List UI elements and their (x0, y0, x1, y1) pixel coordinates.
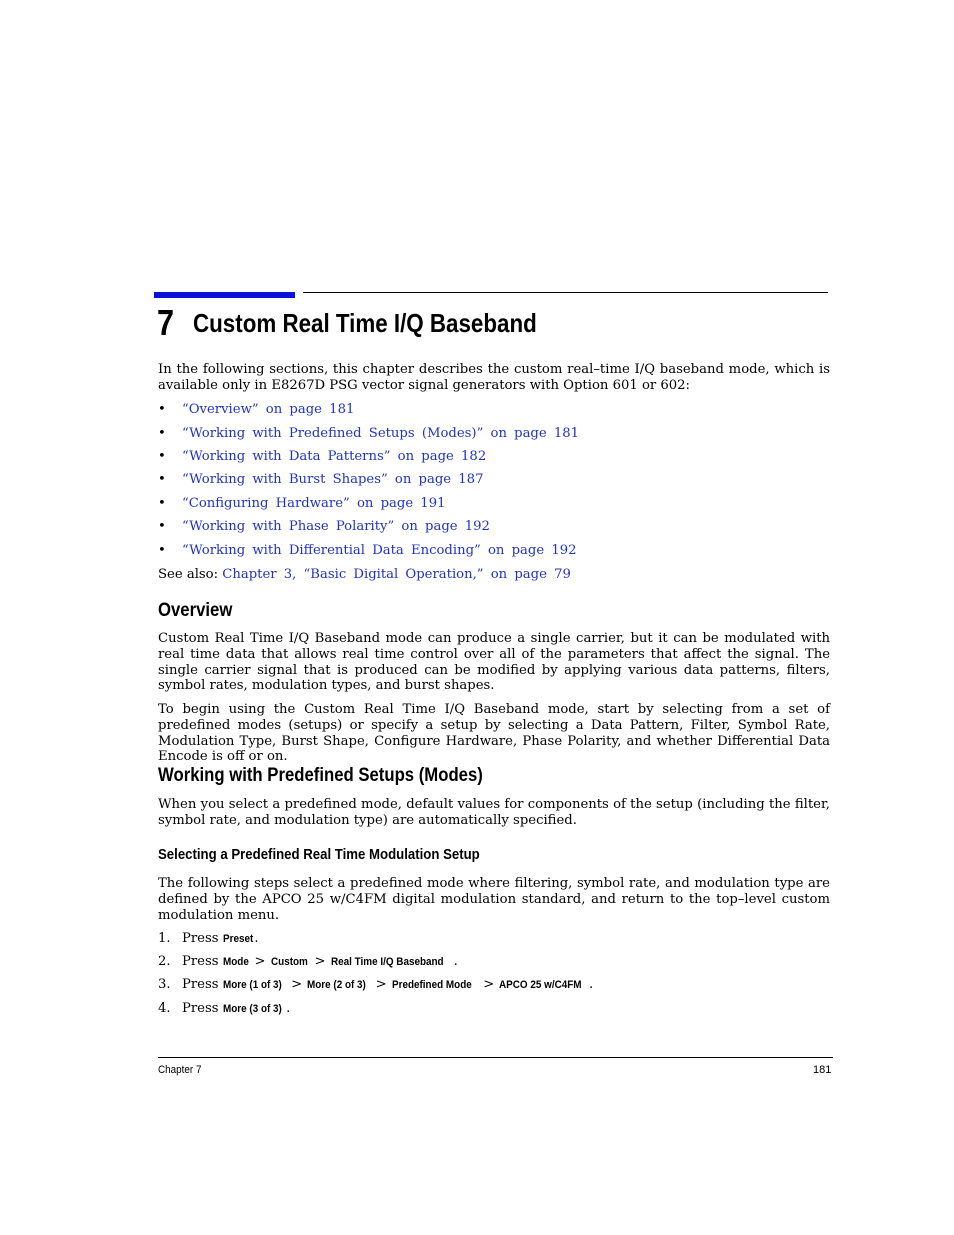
step-number: 3. (158, 977, 171, 992)
bullet-icon: • (158, 402, 166, 417)
footer-chapter: Chapter 7 (158, 1064, 202, 1076)
toc-link-phase-polarity[interactable]: “Working with Phase Polarity” on page 192 (182, 519, 490, 534)
bullet-icon: • (158, 496, 166, 511)
step-press-label: Press (182, 931, 223, 946)
softkey-label: APCO 25 w/C4FM (499, 979, 582, 991)
overview-paragraph-2: To begin using the Custom Real Time I/Q Baseband mode, start by selecting from a set of predefined modes (setups) or specify a setup by selecting a Data Pattern, Filter, Symbol Rate, Modulation Type, Burst Shape, Configure Hardware, Phase Polarity, and whether Differential Data Encode is off or on. (158, 702, 830, 765)
step-text (182, 977, 593, 993)
menu-separator: > (483, 977, 495, 992)
step-number: 1. (158, 931, 171, 946)
menu-separator: > (254, 954, 266, 969)
toc-link-differential-encoding[interactable]: “Working with Differential Data Encoding” on page 192 (182, 543, 577, 558)
step-press-label: Press (182, 1001, 223, 1016)
bullet-icon: • (158, 426, 166, 441)
bullet-icon: • (158, 519, 166, 534)
softkey-label: Custom (270, 956, 308, 968)
toc-link-predefined-setups[interactable]: “Working with Predefined Setups (Modes)” on page 181 (182, 426, 580, 441)
toc-link-data-patterns[interactable]: “Working with Data Patterns” on page 182 (182, 449, 487, 464)
step-text (182, 1001, 290, 1017)
step-text (182, 954, 458, 970)
softkey-label: More (2 of 3) (307, 979, 367, 991)
menu-separator: > (291, 977, 303, 992)
step-press-label: Press (182, 977, 223, 992)
toc-link-overview[interactable]: “Overview” on page 181 (182, 402, 355, 417)
bullet-icon: • (158, 449, 166, 464)
toc-link-burst-shapes[interactable]: “Working with Burst Shapes” on page 187 (182, 472, 484, 487)
predefined-subparagraph: The following steps select a predefined mode where filtering, symbol rate, and modulation type are defined by the APCO 25 w/C4FM digital modulation standard, and return to the top–level custom modulation menu. (158, 876, 830, 923)
see-also-link[interactable]: Chapter 3, “Basic Digital Operation,” on page 79 (222, 567, 571, 582)
overview-heading: Overview (158, 600, 233, 621)
predefined-subheading: Selecting a Predefined Real Time Modulation Setup (158, 846, 480, 863)
step-number: 2. (158, 954, 171, 969)
softkey-label: Real Time I/Q Baseband (330, 956, 444, 968)
bullet-icon: • (158, 472, 166, 487)
intro-paragraph: In the following sections, this chapter describes the custom real–time I/Q baseband mode, which is available only in E8267D PSG vector signal generators with Option 601 or 602: (158, 362, 830, 393)
chapter-title: Custom Real Time I/Q Baseband (193, 308, 537, 338)
softkey-label: Preset (222, 933, 253, 945)
predefined-heading: Working with Predefined Setups (Modes) (158, 765, 483, 786)
see-also-label: See also: (158, 567, 219, 582)
overview-paragraph-1: Custom Real Time I/Q Baseband mode can produce a single carrier, but it can be modulated with real time data that allows real time control over all of the parameters that affect the signal. The single carrier signal that is produced can be modified by applying various data patterns, filters, symbol rates, modulation types, and burst shapes. (158, 631, 830, 694)
softkey-label: Mode (222, 956, 249, 968)
bullet-icon: • (158, 543, 166, 558)
step-terminator: . (254, 931, 259, 946)
chapter-rule (303, 292, 828, 293)
page-number: 181 (813, 1064, 832, 1076)
step-number: 4. (158, 1001, 171, 1016)
step-terminator: . (286, 1001, 291, 1016)
softkey-label: More (1 of 3) (222, 979, 282, 991)
toc-link-configuring-hardware[interactable]: “Configuring Hardware” on page 191 (182, 496, 446, 511)
see-also (158, 567, 571, 583)
predefined-paragraph: When you select a predefined mode, default values for components of the setup (including the filter, symbol rate, and modulation type) are automatically specified. (158, 797, 830, 828)
step-terminator: . (589, 977, 594, 992)
footer-rule (158, 1057, 833, 1058)
softkey-label: More (3 of 3) (222, 1003, 282, 1015)
chapter-number: 7 (157, 302, 175, 343)
step-terminator: . (453, 954, 458, 969)
step-text (182, 931, 259, 947)
chapter-accent-bar (154, 292, 295, 298)
menu-separator: > (375, 977, 387, 992)
chapter-heading (157, 302, 537, 344)
step-press-label: Press (182, 954, 223, 969)
menu-separator: > (314, 954, 326, 969)
softkey-label: Predefined Mode (391, 979, 472, 991)
